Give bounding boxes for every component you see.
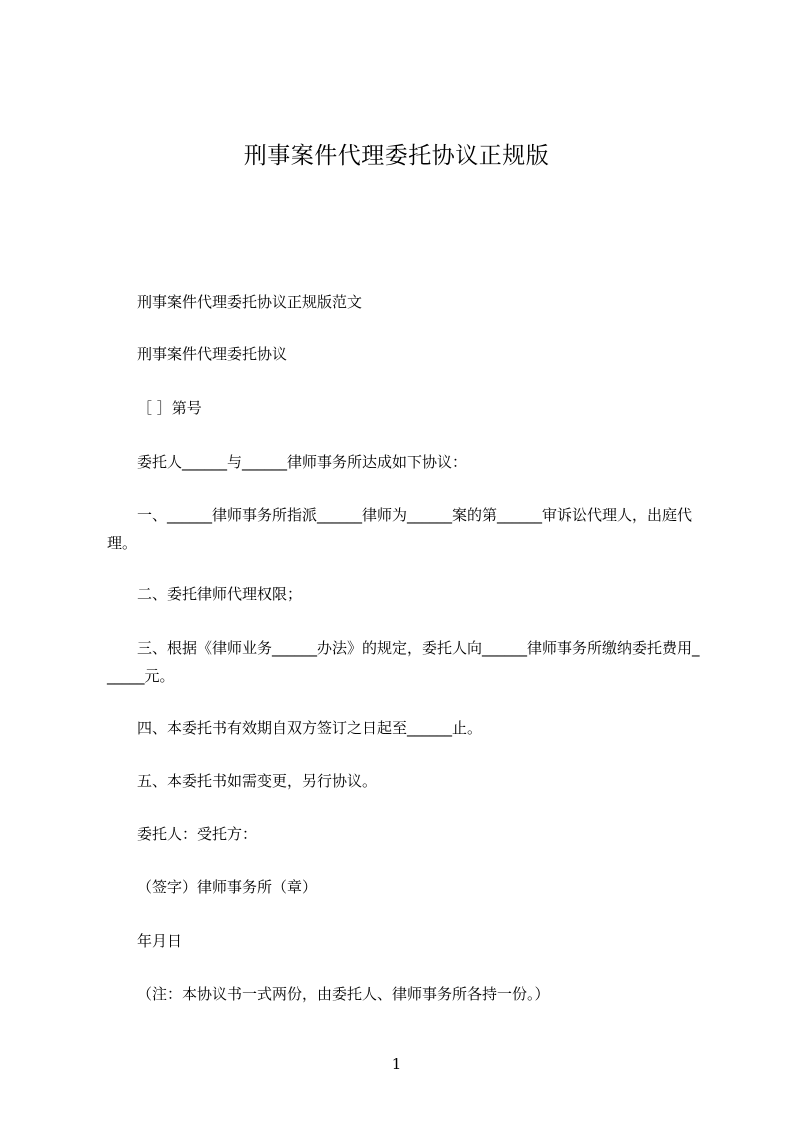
paragraph-clause-2: 二、委托律师代理权限； <box>137 585 303 603</box>
paragraph-number: ［ ］第号 <box>137 399 202 417</box>
paragraph-note: （注：本协议书一式两份，由委托人、律师事务所各持一份。） <box>137 985 550 1003</box>
paragraph-signature: （签字）律师事务所（章） <box>137 878 318 896</box>
paragraph-subtitle: 刑事案件代理委托协议正规版范文 <box>137 293 363 311</box>
paragraph-heading: 刑事案件代理委托协议 <box>137 345 288 363</box>
paragraph-clause-1: 一、______律师事务所指派______律师为______案的第______审诉讼代理人，出庭代理。 <box>107 506 693 552</box>
document-title: 刑事案件代理委托协议正规版 <box>243 143 550 169</box>
page-number: 1 <box>391 1055 402 1073</box>
paragraph-clause-3: 三、根据《律师业务______办法》的规定，委托人向______律师事务所缴纳委托费用______元。 <box>107 639 700 685</box>
paragraph-clause-4: 四、本委托书有效期自双方签订之日起至______止。 <box>137 719 483 737</box>
paragraph-parties: 委托人______与______律师事务所达成如下协议： <box>137 453 468 471</box>
paragraph-date: 年月日 <box>137 932 183 950</box>
paragraph-signatories: 委托人：受托方： <box>137 825 258 843</box>
paragraph-clause-5: 五、本委托书如需变更，另行协议。 <box>137 772 378 790</box>
